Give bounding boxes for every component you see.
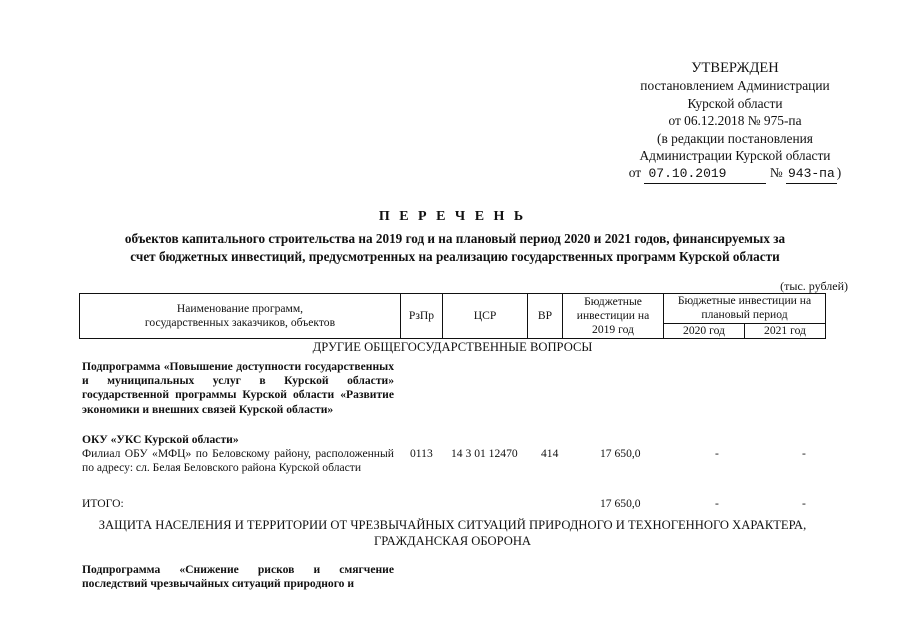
- from-prefix: от: [628, 165, 642, 181]
- approval-line: (в редакции постановления: [657, 130, 813, 146]
- header-plan-line1: Бюджетные инвестиции на: [664, 294, 826, 309]
- header-csr: ЦСР: [443, 294, 528, 339]
- document-subtitle: [60, 230, 850, 265]
- amendment-number: 943-па: [786, 165, 837, 183]
- total-2021: -: [802, 497, 806, 510]
- object-text: Филиал ОБУ «МФЦ» по Беловскому району, расположенный по адресу: сл. Белая Беловского района Курской области: [82, 447, 394, 475]
- subprogram-text: Подпрограмма «Снижение рисков и смягчение последствий чрезвычайных ситуаций природного и: [82, 563, 394, 591]
- approval-stamp: [600, 60, 870, 184]
- cell-rzpr: 0113: [410, 447, 433, 460]
- header-name-cell: [80, 294, 401, 339]
- cell-amount-2020: -: [715, 447, 719, 460]
- approval-line: Администрации Курской области: [639, 148, 831, 164]
- header-plan-line2: плановый период: [664, 308, 826, 323]
- section-title-line: ЗАЩИТА НАСЕЛЕНИЯ И ТЕРРИТОРИИ ОТ ЧРЕЗВЫЧАЙНЫХ СИТУАЦИЙ ПРИРОДНОГО И ТЕХНОГЕННОГО ХАРАКТЕРА,: [98, 518, 807, 532]
- header-year-2021: 2021 год: [745, 323, 826, 338]
- section-title-line: ГРАЖДАНСКАЯ ОБОРОНА: [373, 534, 532, 548]
- subtitle-line: счет бюджетных инвестиций, предусмотренных на реализацию государственных программ Курской области: [130, 248, 780, 264]
- approval-line: Курской области: [687, 95, 783, 111]
- approval-heading: УТВЕРЖДЕН: [691, 60, 779, 76]
- total-label: ИТОГО:: [82, 497, 124, 510]
- cell-csr: 14 3 01 12470: [451, 447, 518, 460]
- approval-line: от 06.12.2018 № 975-па: [668, 113, 802, 129]
- header-rzpr: РзПр: [401, 294, 443, 339]
- header-invest-2019: [563, 294, 664, 339]
- approval-line: постановлением Администрации: [640, 78, 830, 94]
- header-vr: ВР: [528, 294, 563, 339]
- section-title: [0, 517, 905, 549]
- amendment-line: [600, 164, 870, 183]
- total-2020: -: [715, 497, 719, 510]
- subprogram-text: Подпрограмма «Повышение доступности государственных и муниципальных услуг в Курской области» государственной программы Курской области «Развитие экономики и внешних связей Курской области»: [82, 360, 394, 416]
- header-year-2020: 2020 год: [664, 323, 745, 338]
- subtitle-line: объектов капитального строительства на 2019 год и на плановый период 2020 и 2021 годов, финансируемых за: [124, 231, 786, 246]
- cell-amount-2019: 17 650,0: [600, 447, 641, 460]
- table-header: [79, 293, 826, 339]
- cell-vr: 414: [541, 447, 559, 460]
- close-paren: ): [836, 165, 842, 181]
- header-invest-line: инвестиции на: [576, 309, 650, 322]
- header-name-line: Наименование программ,: [176, 302, 304, 315]
- amendment-date: 07.10.2019: [644, 165, 766, 183]
- header-invest-line: 2019 год: [592, 323, 634, 336]
- document-title: П Е Р Е Ч Е Н Ь: [378, 209, 527, 224]
- customer-text: ОКУ «УКС Курской области»: [82, 433, 239, 446]
- units-note: (тыс. рублей): [780, 279, 848, 293]
- header-invest-line: Бюджетные: [584, 295, 642, 308]
- header-name-line: государственных заказчиков, объектов: [144, 316, 336, 329]
- total-2019: 17 650,0: [600, 497, 641, 510]
- cell-amount-2021: -: [802, 447, 806, 460]
- section-title: ДРУГИЕ ОБЩЕГОСУДАРСТВЕННЫЕ ВОПРОСЫ: [312, 340, 593, 354]
- number-prefix: №: [769, 165, 783, 181]
